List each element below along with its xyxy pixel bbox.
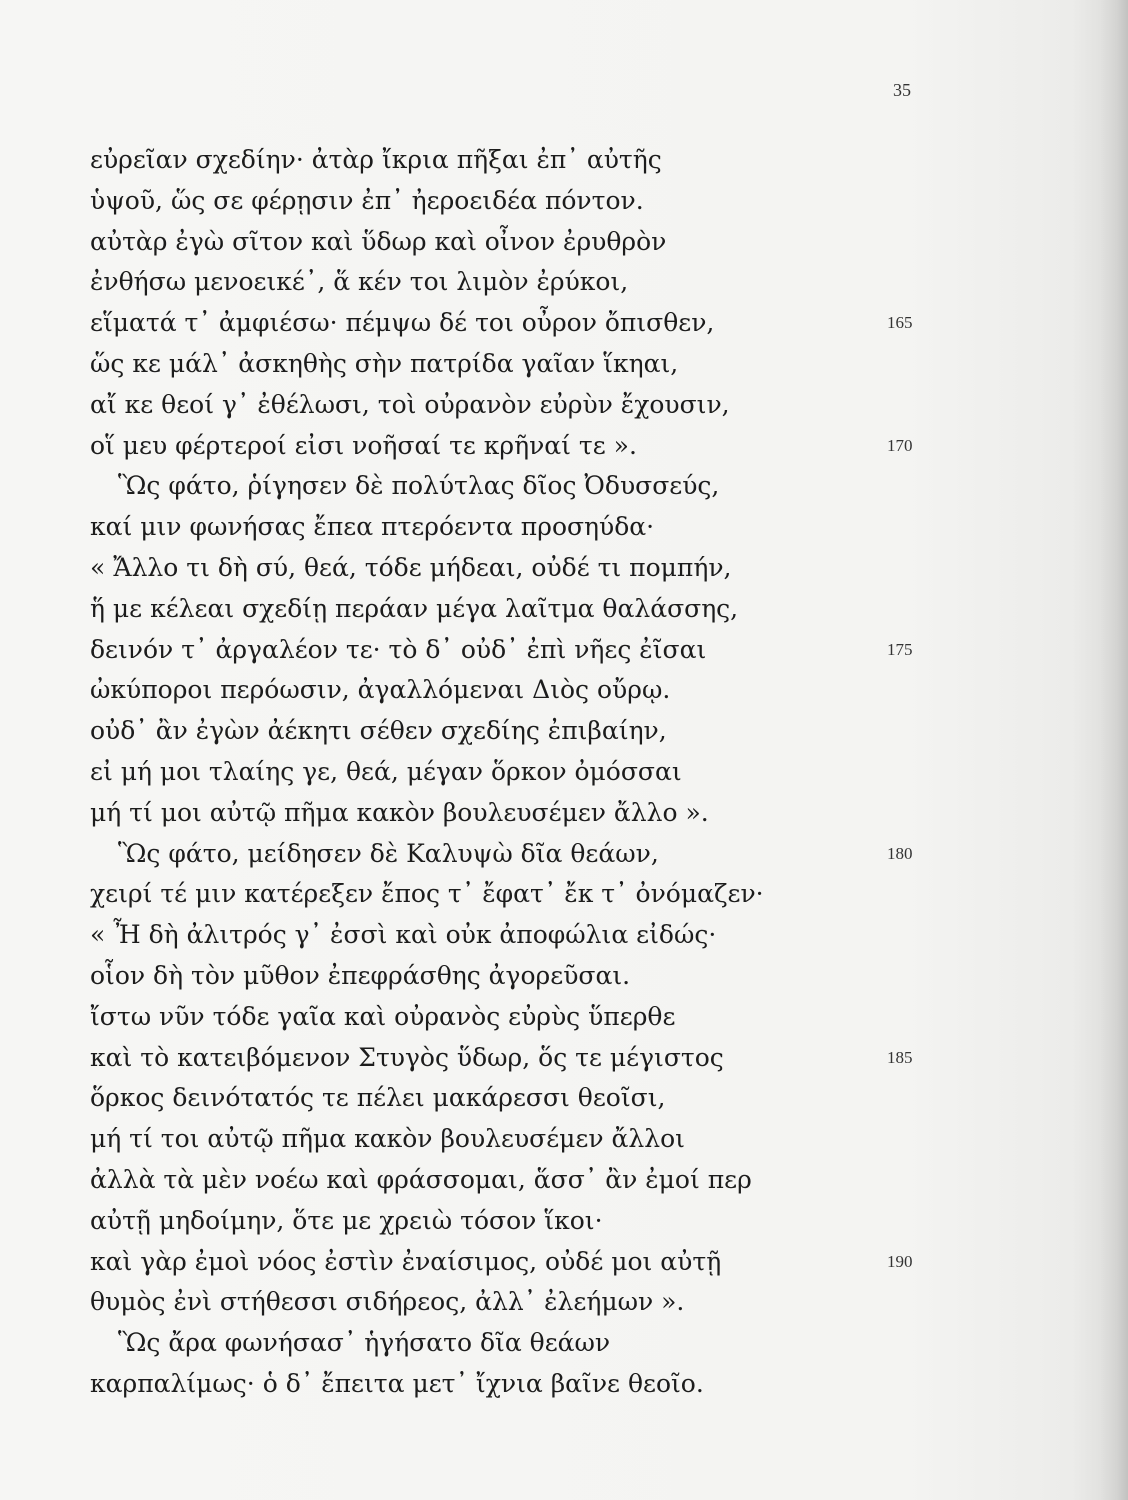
verse-text: οὐδ᾽ ἂν ἐγὼν ἀέκητι σέθεν σχεδίης ἐπιβαίην,: [90, 716, 667, 746]
verse-text: « Ἦ δὴ ἀλιτρός γ᾽ ἐσσὶ καὶ οὐκ ἀποφώλια εἰδώς·: [90, 920, 717, 950]
verse-line: [90, 140, 970, 181]
verse-text: αὐτὰρ ἐγὼ σῖτον καὶ ὕδωρ καὶ οἶνον ἐρυθρὸν: [90, 226, 667, 256]
verse-text: αἴ κε θεοί γ᾽ ἐθέλωσι, τοὶ οὐρανὸν εὐρὺν ἔχουσιν,: [90, 389, 730, 419]
verse-line: [90, 181, 970, 222]
verse-text: ὅρκος δεινότατός τε πέλει μακάρεσσι θεοῖσι,: [90, 1083, 666, 1113]
verse-text: ἀλλὰ τὰ μὲν νοέω καὶ φράσσομαι, ἅσσ᾽ ἂν ἐμοί περ: [90, 1164, 752, 1194]
verse-text: ὥς κε μάλ᾽ ἀσκηθὴς σὴν πατρίδα γαῖαν ἵκηαι,: [90, 348, 679, 378]
verse-line: [90, 1078, 970, 1119]
verse-line: [90, 262, 970, 303]
verse-text: ἥ με κέλεαι σχεδίῃ περάαν μέγα λαῖτμα θαλάσσης,: [90, 593, 739, 623]
verse-text: αὐτῇ μηδοίμην, ὅτε με χρειὼ τόσον ἵκοι·: [90, 1205, 603, 1235]
verse-line: [90, 670, 970, 711]
verse-text: « Ἄλλο τι δὴ σύ, θεά, τόδε μήδεαι, οὐδέ τι πομπήν,: [90, 552, 732, 582]
page-edge-shadow: [1100, 0, 1128, 1500]
verse-text: Ὣς φάτο, ῥίγησεν δὲ πολύτλας δῖος Ὀδυσσεύς,: [118, 471, 720, 501]
verse-text: οἵ μευ φέρτεροί εἰσι νοῆσαί τε κρῆναί τε ».: [90, 430, 637, 460]
verse-line: [90, 915, 970, 956]
line-number: 185: [887, 1047, 913, 1067]
verse-text: οἷον δὴ τὸν μῦθον ἐπεφράσθης ἀγορεῦσαι.: [90, 960, 631, 990]
verse-line: [90, 1038, 970, 1079]
verse-text: δεινόν τ᾽ ἀργαλέον τε· τὸ δ᾽ οὐδ᾽ ἐπὶ νῆες ἐῖσαι: [90, 634, 707, 664]
verse-line: [90, 711, 970, 752]
verse-text: θυμὸς ἐνὶ στήθεσσι σιδήρεος, ἀλλ᾽ ἐλεήμων ».: [90, 1287, 685, 1317]
verse-line: [90, 507, 970, 548]
verse-line: [90, 1242, 970, 1283]
verse-text: εἵματά τ᾽ ἀμφιέσω· πέμψω δέ τοι οὖρον ὄπισθεν,: [90, 308, 715, 338]
verse-line: [90, 630, 970, 671]
verse-line: [90, 997, 970, 1038]
verse-line: [90, 1364, 970, 1405]
verse-text: ἴστω νῦν τόδε γαῖα καὶ οὐρανὸς εὐρὺς ὕπερθε: [90, 1001, 676, 1031]
verse-text: Ὣς φάτο, μείδησεν δὲ Καλυψὼ δῖα θεάων,: [118, 838, 659, 868]
verse-line: [90, 344, 970, 385]
verse-line: [90, 1282, 970, 1323]
verse-line: [90, 1160, 970, 1201]
page-number: 35: [893, 80, 911, 100]
verse-block: [90, 140, 970, 1405]
verse-text: Ὣς ἄρα φωνήσασ᾽ ἡγήσατο δῖα θεάων: [118, 1328, 611, 1358]
verse-text: καὶ τὸ κατειβόμενον Στυγὸς ὕδωρ, ὅς τε μέγιστος: [90, 1042, 724, 1072]
verse-text: ὑψοῦ, ὥς σε φέρῃσιν ἐπ᾽ ἠεροειδέα πόντον.: [90, 185, 644, 215]
line-number: 165: [887, 313, 913, 333]
verse-line: [90, 834, 970, 875]
verse-line: [90, 303, 970, 344]
verse-line: [90, 752, 970, 793]
verse-text: εἰ μή μοι τλαίης γε, θεά, μέγαν ὅρκον ὀμόσσαι: [90, 756, 682, 786]
verse-text: εὐρεῖαν σχεδίην· ἀτὰρ ἴκρια πῆξαι ἐπ᾽ αὐτῆς: [90, 145, 662, 174]
verse-line: [90, 793, 970, 834]
verse-line: [90, 466, 970, 507]
verse-line: [90, 1323, 970, 1364]
verse-text: μή τί τοι αὐτῷ πῆμα κακὸν βουλευσέμεν ἄλλοι: [90, 1124, 685, 1154]
line-number: 170: [887, 435, 913, 455]
verse-text: ἐνθήσω μενοεικέ᾽, ἅ κέν τοι λιμὸν ἐρύκοι,: [90, 267, 629, 297]
verse-text: καὶ γὰρ ἐμοὶ νόος ἐστὶν ἐναίσιμος, οὐδέ μοι αὐτῇ: [90, 1246, 722, 1276]
verse-text: χειρί τέ μιν κατέρεξεν ἔπος τ᾽ ἔφατ᾽ ἔκ τ᾽ ὀνόμαζεν·: [90, 879, 764, 909]
verse-line: [90, 1119, 970, 1160]
verse-line: [90, 222, 970, 263]
verse-text: καρπαλίμως· ὁ δ᾽ ἔπειτα μετ᾽ ἴχνια βαῖνε θεοῖο.: [90, 1368, 704, 1398]
verse-line: [90, 385, 970, 426]
verse-line: [90, 589, 970, 630]
verse-line: [90, 426, 970, 467]
verse-text: καί μιν φωνήσας ἔπεα πτερόεντα προσηύδα·: [90, 512, 655, 542]
verse-text: ὠκύποροι περόωσιν, ἀγαλλόμεναι Διὸς οὔρῳ.: [90, 675, 671, 705]
verse-text: μή τί μοι αὐτῷ πῆμα κακὸν βουλευσέμεν ἄλλο ».: [90, 797, 709, 827]
verse-line: [90, 1201, 970, 1242]
line-number: 175: [887, 639, 913, 659]
verse-line: [90, 548, 970, 589]
line-number: 190: [887, 1251, 913, 1271]
verse-line: [90, 956, 970, 997]
line-number: 180: [887, 843, 913, 863]
verse-line: [90, 874, 970, 915]
